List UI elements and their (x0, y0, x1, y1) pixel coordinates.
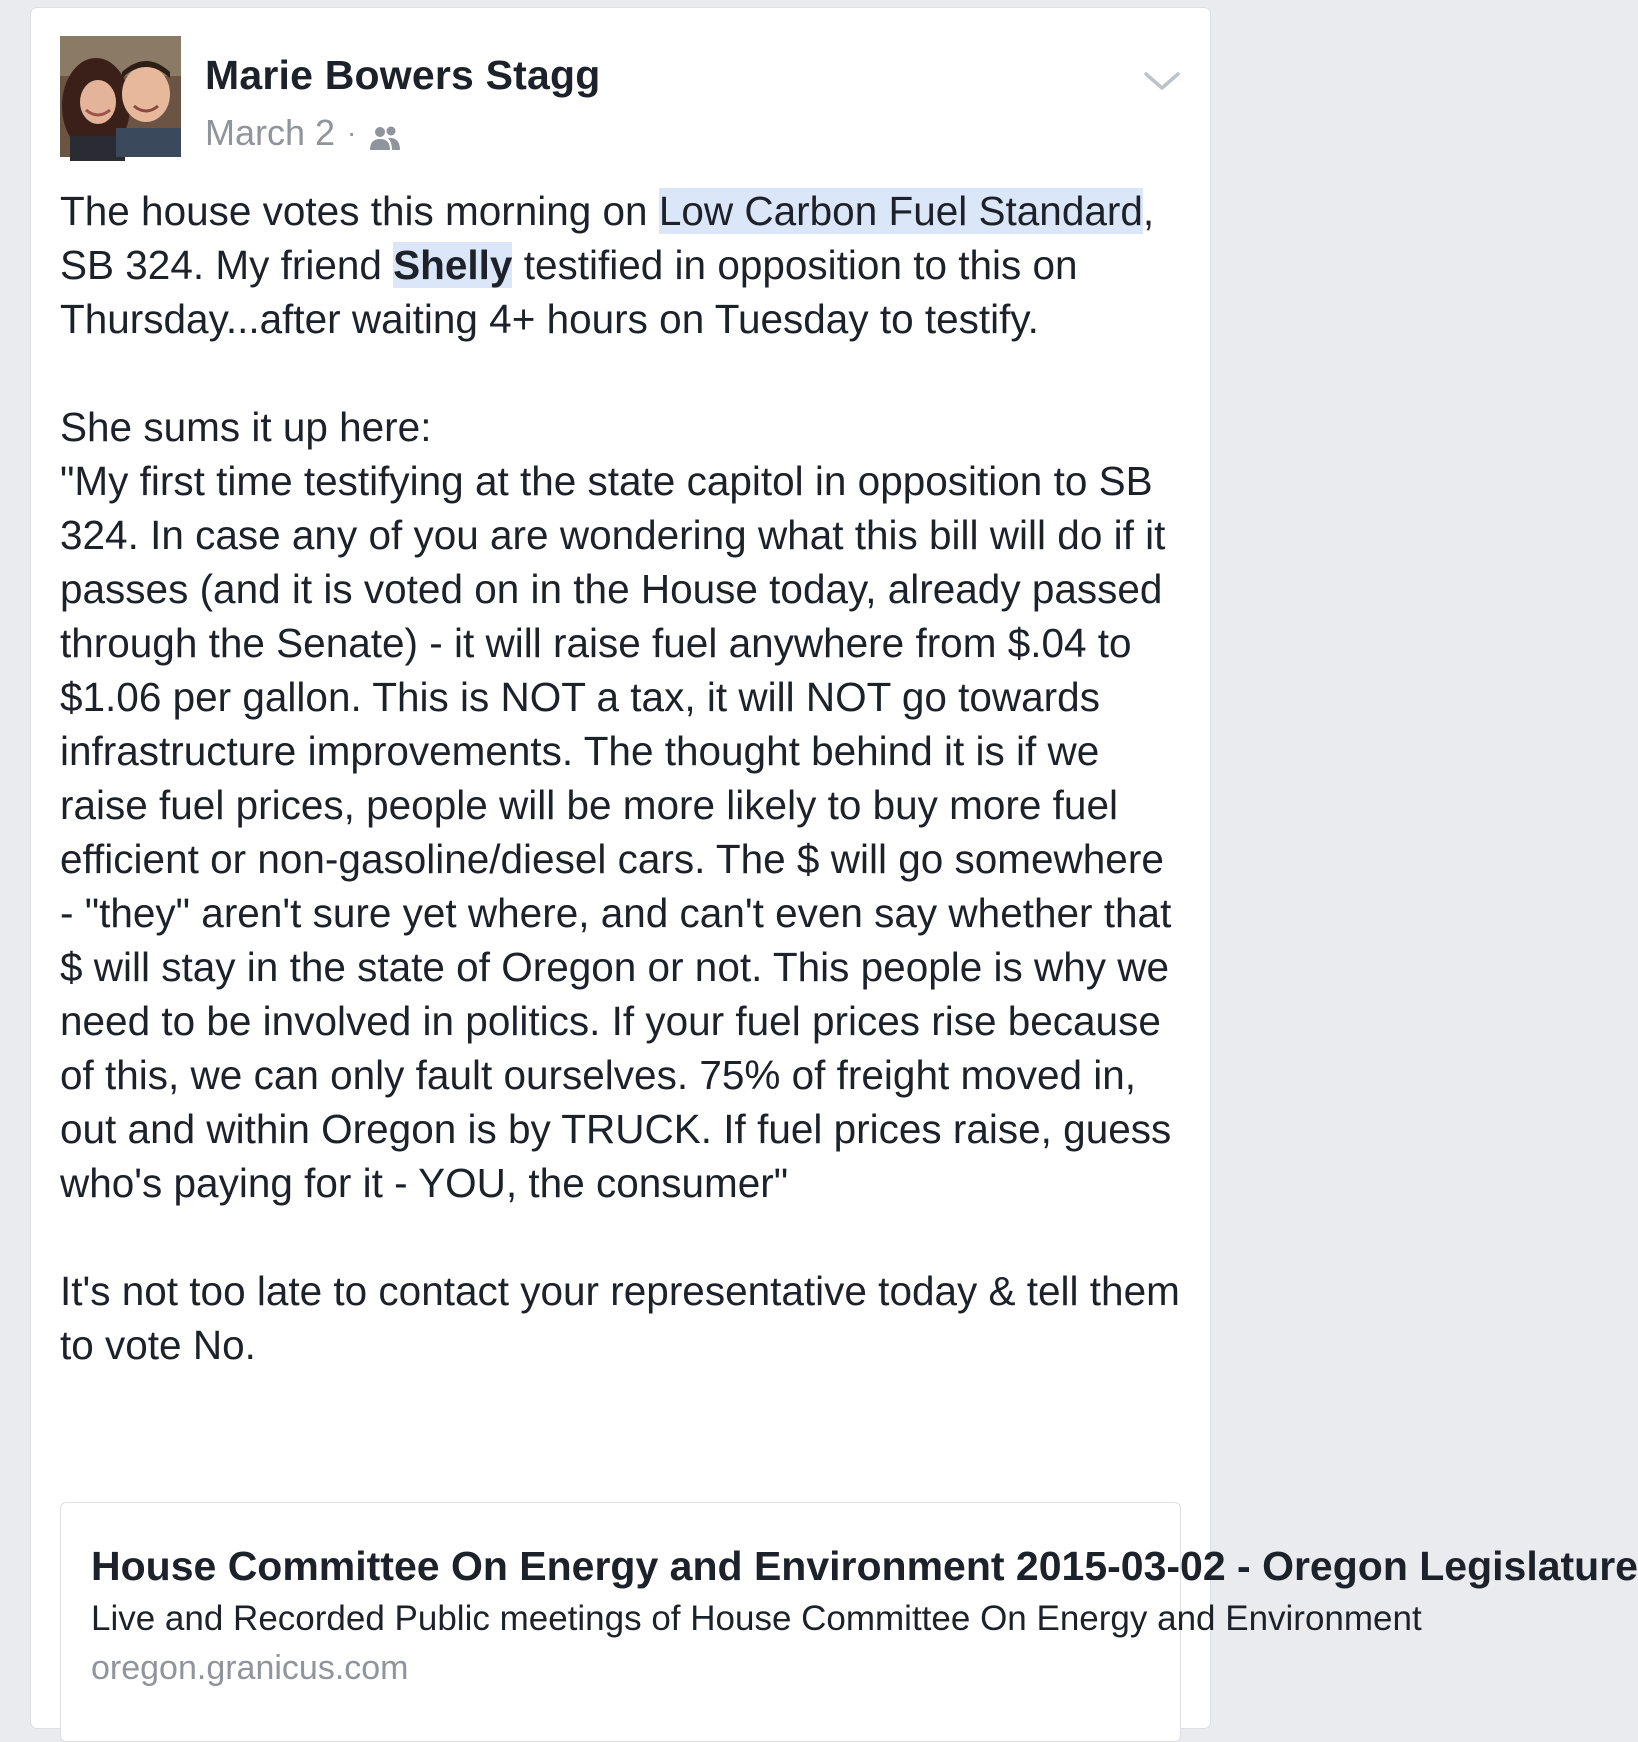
avatar-photo-icon (60, 36, 181, 157)
hashtag-link[interactable]: Low Carbon Fuel Standard (658, 188, 1143, 234)
meta-separator: · (347, 117, 357, 148)
chevron-down-icon[interactable] (1142, 66, 1182, 96)
link-preview-domain: oregon.granicus.com (91, 1649, 409, 1687)
friends-icon[interactable] (368, 119, 402, 147)
post-date[interactable]: March 2 (205, 112, 336, 153)
avatar[interactable] (60, 36, 181, 157)
post-quote: "My first time testifying at the state capitol in opposition to SB 324. In case any of you are wondering what this bill will do if it passes (and it is voted on in the House today, already passed through the Senate) - it will raise fuel anywhere from $.04 to $1.06 per gallon. This is NOT a tax, it will NOT go towards infrastructure improvements. The thought behind it is if we raise fuel prices, people will be more likely to buy more fuel efficient or non-gasoline/diesel cars. The $ will go somewhere - "they" aren't sure yet where, and can't even say whether that $ will stay in the state of Oregon or not. This people is why we need to be involved in politics. If your fuel prices rise because of this, we can only fault ourselves. 75% of freight moved in, out and within Oregon is by TRUCK. If fuel prices raise, guess who's paying for it - YOU, the consumer" (60, 458, 1172, 1206)
post-meta (205, 112, 402, 154)
post-body (60, 184, 1185, 1372)
link-preview-description: Live and Recorded Public meetings of House Committee On Energy and Environment (91, 1599, 1422, 1638)
post-paragraph-2-intro: She sums it up here: (60, 404, 432, 450)
post-author[interactable]: Marie Bowers Stagg (205, 52, 601, 98)
post-paragraph-3: It's not too late to contact your representative today & tell them to vote No. (60, 1268, 1180, 1368)
mention-link[interactable]: Shelly (393, 242, 513, 288)
link-preview[interactable] (60, 1502, 1638, 1742)
post-card (31, 8, 1638, 1728)
link-preview-title[interactable]: House Committee On Energy and Environment 2015-03-02 - Oregon Legislature (91, 1543, 1638, 1589)
post-paragraph-1: The house votes this morning on Low Carbon Fuel Standard, SB 324. My friend Shelly testified in opposition to this on Thursday...after waiting 4+ hours on Tuesday to testify. (60, 188, 1155, 342)
